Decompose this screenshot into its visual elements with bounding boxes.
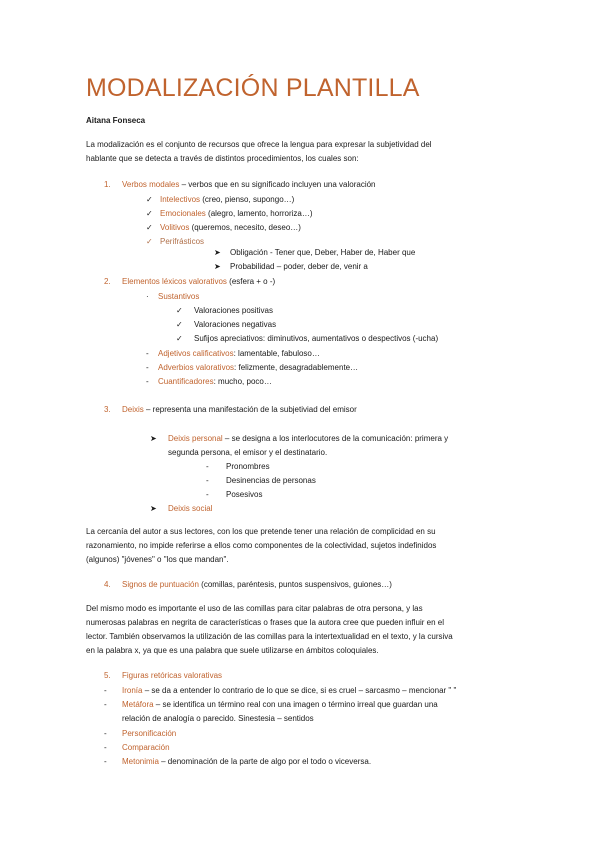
dash-bullet: -: [104, 729, 107, 738]
dash-bullet: -: [146, 349, 149, 358]
check-icon: ✓: [176, 306, 183, 315]
dash-bullet: -: [146, 363, 149, 372]
paragraph-1-line: La cercanía del autor a sus lectores, con los que pretende tener una relación de complicidad en su: [86, 527, 436, 536]
figura-personificacion: Personificación: [122, 729, 177, 738]
sustantivos-label: Sustantivos: [158, 292, 200, 301]
check-icon: ✓: [146, 237, 153, 246]
deixis-item: Pronombres: [226, 462, 270, 471]
verb-item-emocionales: Emocionales (alegro, lamento, horroriza…): [160, 209, 313, 218]
deixis-item: Desinencias de personas: [226, 476, 316, 485]
section-3-number: 3.: [104, 405, 111, 414]
paragraph-2-line: numerosas palabras en negrita de características o frases que la autora cree que pueden influir en el: [86, 618, 444, 627]
dash-bullet: -: [104, 757, 107, 766]
sustantivo-item: Valoraciones negativas: [194, 320, 277, 329]
deixis-personal-line-2: segunda persona, el emisor y el destinatario.: [168, 448, 328, 457]
section-1-label: Verbos modales: [122, 180, 180, 189]
section-1-heading: [122, 180, 376, 190]
paragraph-1-line: razonamiento, no impide referirse a ellos como componentes de la colectividad, sujetos indefinidos: [86, 541, 437, 550]
figura-metonimia: Metonimia – denominación de la parte de algo por el todo o viceversa.: [122, 757, 372, 766]
dash-bullet: -: [104, 743, 107, 752]
check-icon: ✓: [146, 209, 153, 218]
dash-bullet: -: [206, 476, 209, 485]
deixis-item: Posesivos: [226, 490, 263, 499]
section-2-number: 2.: [104, 277, 111, 286]
dot-bullet: ·: [146, 292, 149, 301]
paragraph-2-line: lector. También observamos la utilización de las comillas para la intertextualidad en el texto, y la cursiva: [86, 632, 453, 641]
section-1-number: 1.: [104, 180, 111, 189]
arrow-icon: ➤: [214, 248, 221, 257]
adverbios-item: Adverbios valorativos: felizmente, desagradablemente…: [158, 363, 359, 372]
figura-comparacion: Comparación: [122, 743, 170, 752]
section-1-desc: – verbos que en su significado incluyen una valoración: [179, 180, 376, 189]
verb-item-volitivos: Volitivos (queremos, necesito, deseo…): [160, 223, 301, 232]
figura-ironia: Ironía – se da a entender lo contrario de lo que se dice, si es cruel – sarcasmo – mencionar " ": [122, 686, 457, 695]
check-icon: ✓: [176, 334, 183, 343]
dash-bullet: -: [104, 686, 107, 695]
periphrastic-probabilidad: Probabilidad – poder, deber de, venir a: [230, 262, 368, 271]
intro-line-1: La modalización es el conjunto de recursos que ofrece la lengua para expresar la subjetividad del: [86, 140, 432, 149]
verb-item-intelectivos: Intelectivos (creo, pienso, supongo…): [160, 195, 295, 204]
arrow-icon: ➤: [150, 434, 157, 443]
figura-metafora: Metáfora – se identifica un término real con una imagen o término irreal que guardan una: [122, 700, 438, 709]
sustantivo-item: Valoraciones positivas: [194, 306, 274, 315]
document-title: MODALIZACIÓN PLANTILLA: [86, 74, 420, 102]
paragraph-2-line: en la palabra x, ya que es una palabra que suele utilizarse en ámbitos coloquiales.: [86, 646, 379, 655]
verb-item-perifrasticos: Perifrásticos: [160, 237, 205, 246]
paragraph-2-line: Del mismo modo es importante el uso de las comillas para citar palabras de otra persona, y las: [86, 604, 423, 613]
dash-bullet: -: [206, 490, 209, 499]
periphrastic-obligacion: Obligación - Tener que, Deber, Haber de, Haber que: [230, 248, 416, 257]
sustantivo-item: Sufijos apreciativos: diminutivos, aumentativos o despectivos (-ucha): [194, 334, 439, 343]
intro-line-2: hablante que se detecta a través de distintos procedimientos, los cuales son:: [86, 154, 359, 163]
dash-bullet: -: [104, 700, 107, 709]
check-icon: ✓: [146, 223, 153, 232]
deixis-social: Deixis social: [168, 504, 213, 513]
section-4-number: 4.: [104, 580, 111, 589]
cuantificadores-item: Cuantificadores: mucho, poco…: [158, 377, 272, 386]
arrow-icon: ➤: [150, 504, 157, 513]
section-2-heading: Elementos léxicos valorativos (esfera + o -): [122, 277, 276, 286]
section-4-heading: Signos de puntuación (comillas, paréntesis, puntos suspensivos, guiones…): [122, 580, 392, 589]
arrow-icon: ➤: [214, 262, 221, 271]
section-3-heading: Deixis – representa una manifestación de la subjetiviad del emisor: [122, 405, 357, 414]
dash-bullet: -: [146, 377, 149, 386]
check-icon: ✓: [176, 320, 183, 329]
figura-metafora-line-2: relación de analogía o parecido. Sinestesia – sentidos: [122, 714, 314, 723]
paragraph-1-line: (algunos) "jóvenes" o "los que mandan".: [86, 555, 229, 564]
author-name: Aitana Fonseca: [86, 116, 146, 125]
check-icon: ✓: [146, 195, 153, 204]
dash-bullet: -: [206, 462, 209, 471]
section-5-heading: Figuras retóricas valorativas: [122, 671, 223, 680]
section-5-number: 5.: [104, 671, 111, 680]
adjetivos-item: Adjetivos calificativos: lamentable, fabuloso…: [158, 349, 320, 358]
deixis-personal-line-1: Deixis personal – se designa a los interlocutores de la comunicación: primera y: [168, 434, 449, 443]
